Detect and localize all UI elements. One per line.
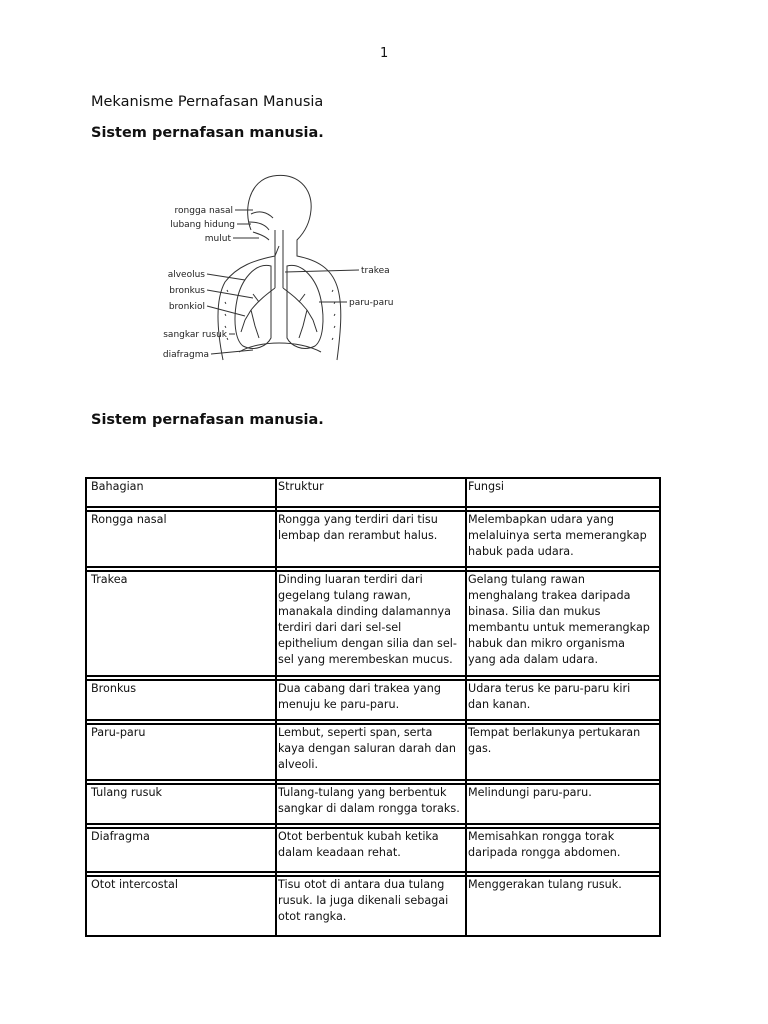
section-heading-diagram: Sistem pernafasan manusia. bbox=[91, 125, 324, 141]
cell-function bbox=[466, 784, 660, 824]
cell-line: melaluinya serta memerangkap bbox=[468, 529, 647, 542]
cell-line: Melindungi paru-paru. bbox=[468, 786, 592, 799]
table-row bbox=[86, 876, 660, 936]
cell-line: rusuk. Ia juga dikenali sebagai bbox=[278, 894, 449, 907]
cell-line: Lembut, seperti span, serta bbox=[278, 726, 433, 739]
cell-line: daripada rongga abdomen. bbox=[468, 846, 621, 859]
cell-line: sangkar di dalam rongga toraks. bbox=[278, 802, 460, 815]
cell-structure bbox=[276, 680, 466, 720]
cell-structure bbox=[276, 571, 466, 676]
cell-line: membantu untuk memerangkap bbox=[468, 621, 650, 634]
label-mulut: mulut bbox=[204, 234, 231, 244]
table-row bbox=[86, 828, 660, 872]
cell-structure bbox=[276, 511, 466, 567]
cell-line: menuju ke paru-paru. bbox=[278, 698, 400, 711]
cell-line: gegelang tulang rawan, bbox=[278, 589, 411, 602]
label-rongga-nasal: rongga nasal bbox=[174, 206, 233, 216]
column-header-function: Fungsi bbox=[466, 478, 660, 507]
cell-line: yang ada dalam udara. bbox=[468, 653, 599, 666]
cell-function bbox=[466, 511, 660, 567]
table-row bbox=[86, 724, 660, 780]
cell-line: Dinding luaran terdiri dari bbox=[278, 573, 423, 586]
cell-line: menghalang trakea daripada bbox=[468, 589, 631, 602]
cell-part: Paru-paru bbox=[86, 724, 276, 780]
cell-function bbox=[466, 571, 660, 676]
document-title: Mekanisme Pernafasan Manusia bbox=[91, 94, 324, 110]
cell-line: Otot berbentuk kubah ketika bbox=[278, 830, 439, 843]
cell-line: Rongga yang terdiri dari tisu bbox=[278, 513, 438, 526]
cell-line: alveoli. bbox=[278, 758, 319, 771]
cell-part: Bronkus bbox=[86, 680, 276, 720]
label-sangkar-rusuk: sangkar rusuk bbox=[163, 330, 227, 340]
cell-part: Rongga nasal bbox=[86, 511, 276, 567]
cell-structure bbox=[276, 784, 466, 824]
label-diafragma: diafragma bbox=[162, 350, 209, 360]
cell-line: sel yang merembeskan mucus. bbox=[278, 653, 453, 666]
column-header-part: Bahagian bbox=[86, 478, 276, 507]
cell-line: terdiri dari dari sel-sel bbox=[278, 621, 402, 634]
respiration-table bbox=[85, 477, 661, 937]
table-row bbox=[86, 511, 660, 567]
cell-function bbox=[466, 876, 660, 936]
cell-line: Menggerakan tulang rusuk. bbox=[468, 878, 622, 891]
cell-part: Diafragma bbox=[86, 828, 276, 872]
cell-part: Tulang rusuk bbox=[86, 784, 276, 824]
cell-function bbox=[466, 724, 660, 780]
label-alveolus: alveolus bbox=[167, 270, 205, 280]
cell-line: gas. bbox=[468, 742, 492, 755]
cell-line: Memisahkan rongga torak bbox=[468, 830, 615, 843]
label-bronkus: bronkus bbox=[169, 286, 205, 296]
table-row bbox=[86, 784, 660, 824]
cell-part: Otot intercostal bbox=[86, 876, 276, 936]
label-paru-paru: paru-paru bbox=[349, 298, 394, 308]
cell-line: dan kanan. bbox=[468, 698, 531, 711]
cell-line: binasa. Silia dan mukus bbox=[468, 605, 601, 618]
page-number: 1 bbox=[380, 46, 389, 61]
label-bronkiol: bronkiol bbox=[168, 302, 205, 312]
cell-line: habuk dan mikro organisma bbox=[468, 637, 626, 650]
cell-structure bbox=[276, 724, 466, 780]
cell-line: Melembapkan udara yang bbox=[468, 513, 614, 526]
cell-line: lembap dan rerambut halus. bbox=[278, 529, 438, 542]
table-header-row bbox=[86, 478, 660, 507]
cell-function bbox=[466, 680, 660, 720]
cell-line: manakala dinding dalamannya bbox=[278, 605, 451, 618]
column-header-structure: Struktur bbox=[276, 478, 466, 507]
cell-line: Dua cabang dari trakea yang bbox=[278, 682, 441, 695]
cell-line: Tulang-tulang yang berbentuk bbox=[278, 786, 447, 799]
cell-line: dalam keadaan rehat. bbox=[278, 846, 401, 859]
cell-line: kaya dengan saluran darah dan bbox=[278, 742, 456, 755]
label-trakea: trakea bbox=[361, 266, 390, 276]
respiratory-system-diagram bbox=[155, 170, 415, 370]
cell-line: epithelium dengan silia dan sel- bbox=[278, 637, 457, 650]
cell-structure bbox=[276, 828, 466, 872]
cell-line: Tempat berlakunya pertukaran bbox=[468, 726, 641, 739]
cell-line: Tisu otot di antara dua tulang bbox=[278, 878, 445, 891]
label-lubang-hidung: lubang hidung bbox=[170, 220, 235, 230]
table-row bbox=[86, 571, 660, 676]
cell-line: Gelang tulang rawan bbox=[468, 573, 586, 586]
table-row bbox=[86, 680, 660, 720]
cell-part: Trakea bbox=[86, 571, 276, 676]
cell-line: habuk pada udara. bbox=[468, 545, 574, 558]
cell-line: Udara terus ke paru-paru kiri bbox=[468, 682, 631, 695]
section-heading-table: Sistem pernafasan manusia. bbox=[91, 412, 324, 428]
cell-structure bbox=[276, 876, 466, 936]
cell-line: otot rangka. bbox=[278, 910, 347, 923]
cell-function bbox=[466, 828, 660, 872]
